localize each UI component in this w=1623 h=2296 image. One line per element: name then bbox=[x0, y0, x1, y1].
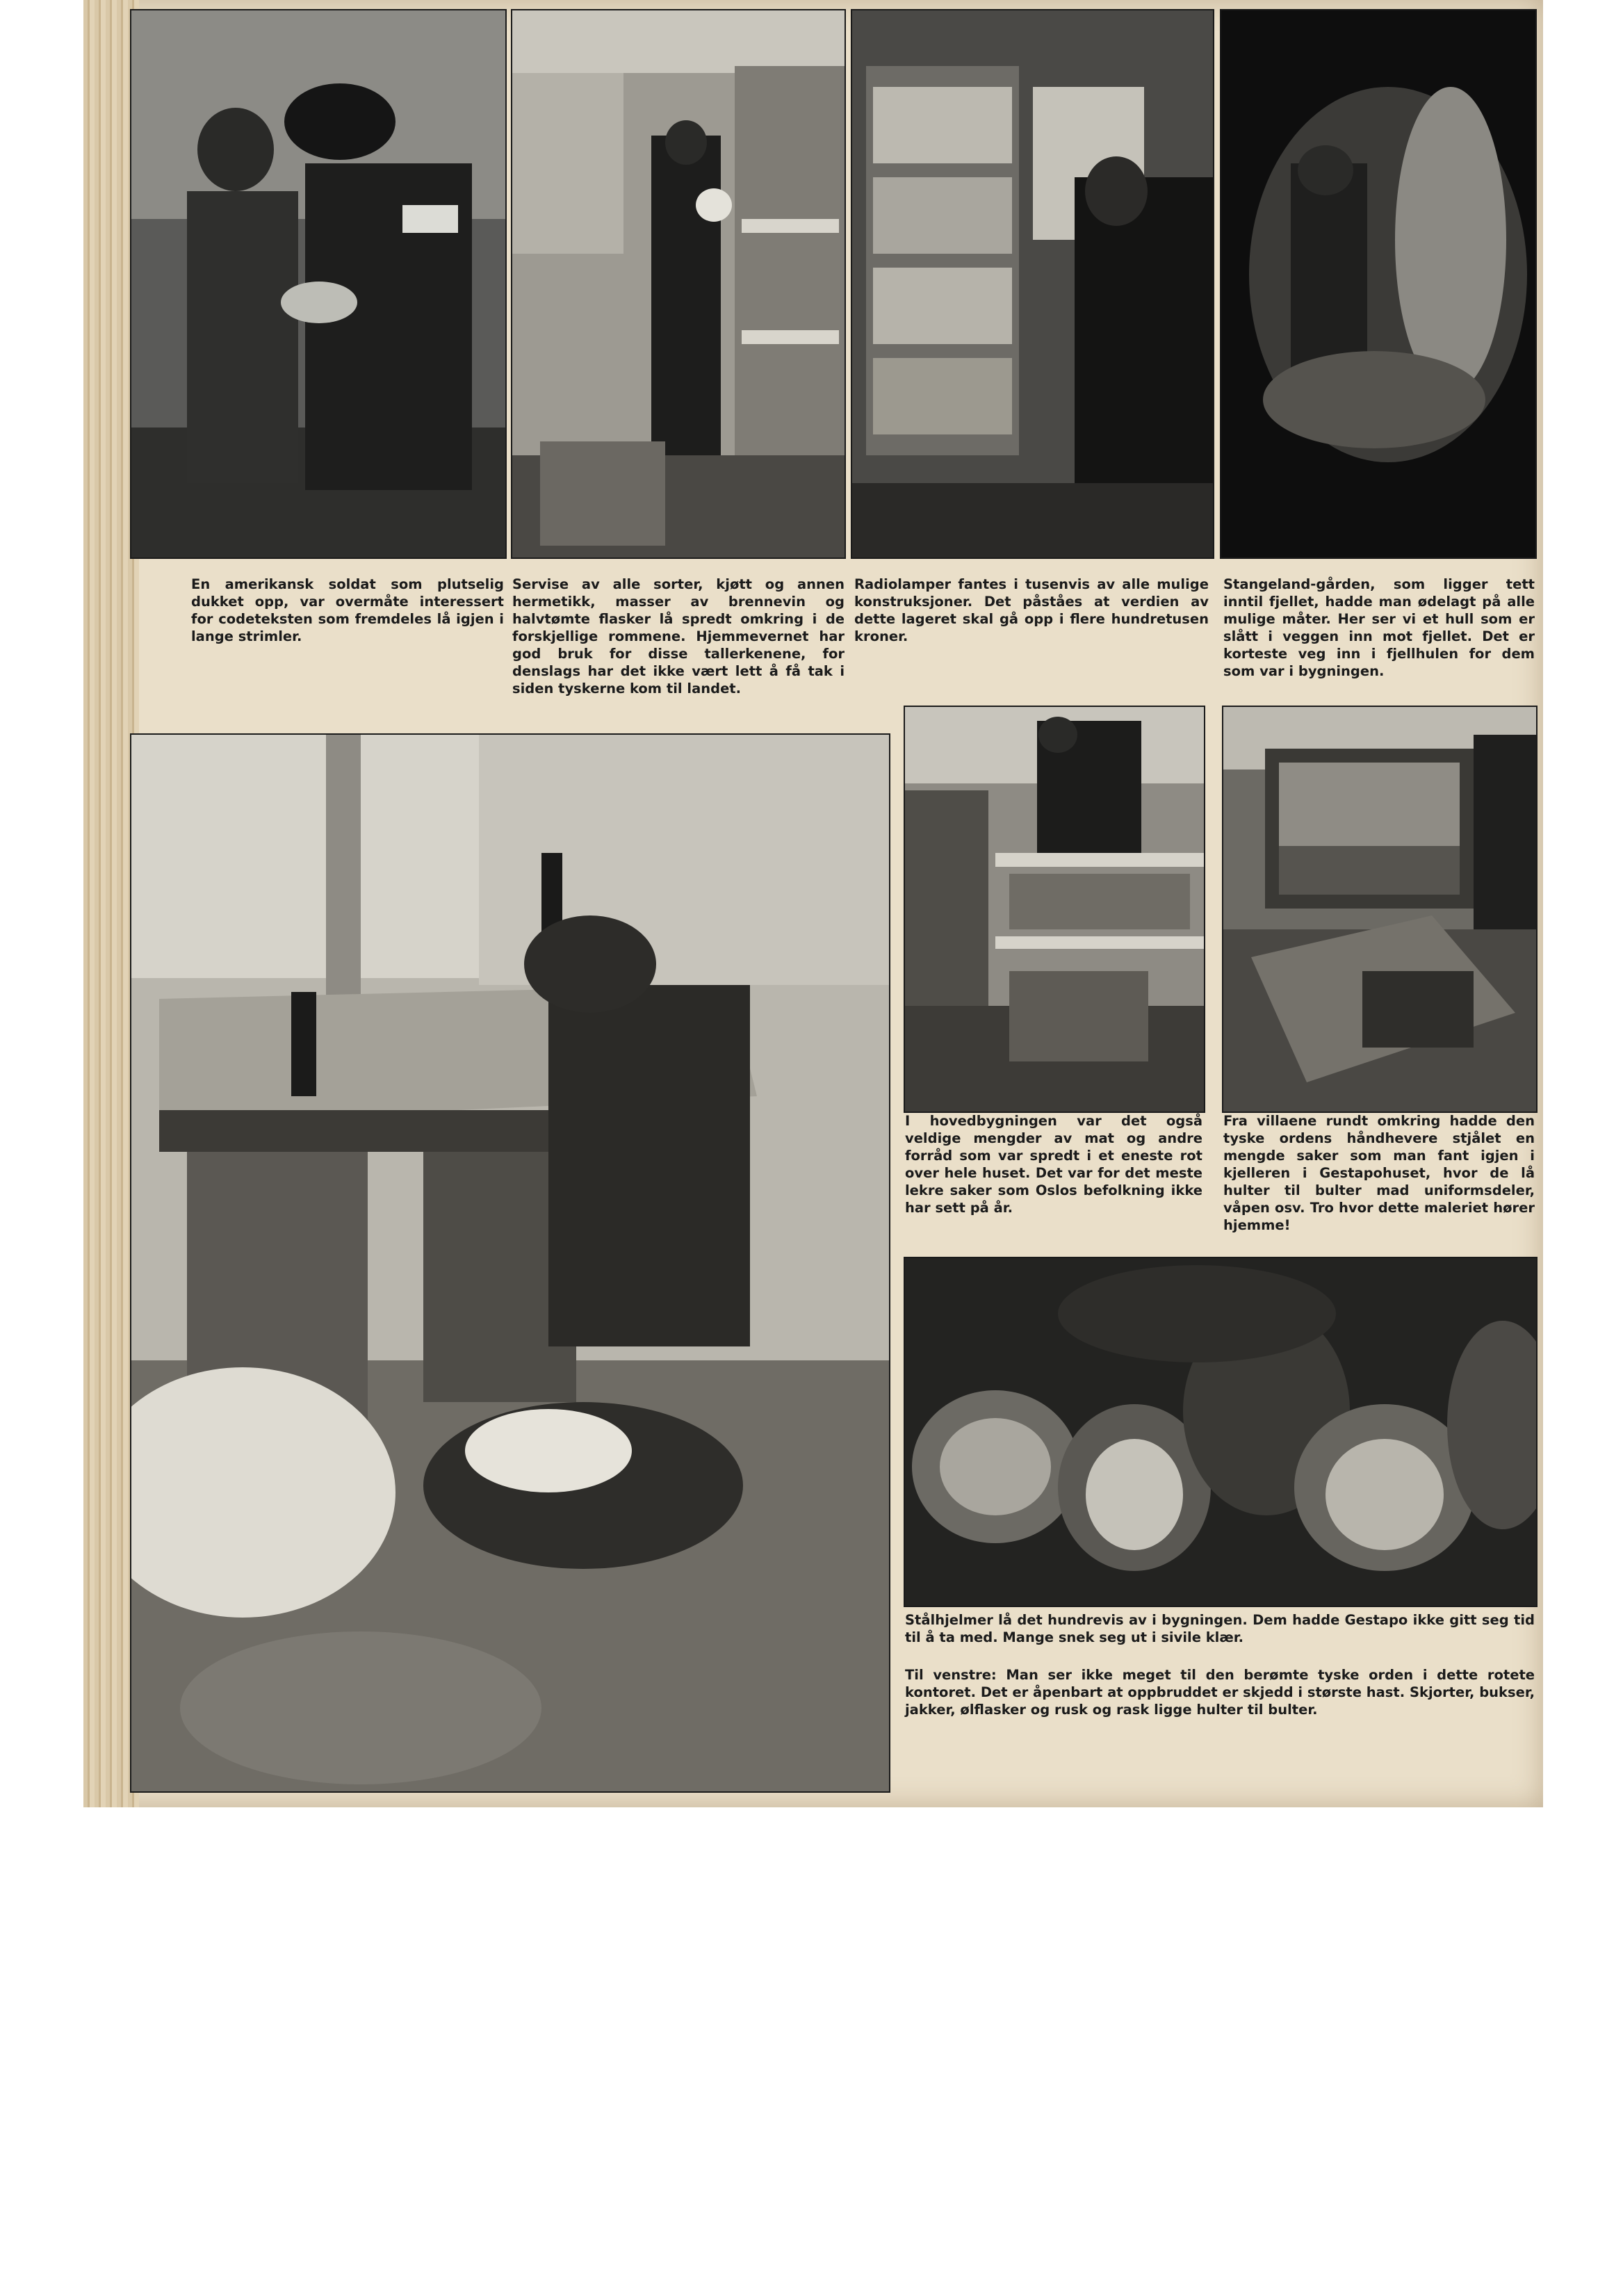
caption-stangeland: Stangeland-gården, som ligger tett inntil fjellet, hadde man ødelagt på alle mulige måter. Her ser vi et hull som er slått i veggen inn mot fjellet. Det er korteste veg inn i fjellhulen for dem som var i bygningen. bbox=[1223, 576, 1535, 679]
photo-steel-helmets bbox=[904, 1257, 1538, 1607]
photo-messy-office bbox=[130, 733, 890, 1793]
photo-american-soldier bbox=[130, 9, 507, 559]
caption-american-soldier: En amerikansk soldat som plutselig dukket opp, var overmåte interessert for codeteksten som fremdeles lå igjen i lange strimler. bbox=[191, 576, 504, 644]
photo-radio-lamps bbox=[851, 9, 1214, 559]
photo-dinnerware bbox=[511, 9, 846, 559]
caption-helmets: Stålhjelmer lå det hundrevis av i bygningen. Dem hadde Gestapo ikke gitt seg tid til å ta med. Mange snek seg ut i sivile klær. bbox=[905, 1612, 1535, 1645]
caption-radio-lamps: Radiolamper fantes i tusenvis av alle mulige konstruksjoner. Det påståes at verdien av dette lageret skal gå opp i flere hundretusen kroner. bbox=[854, 576, 1209, 644]
photo-stangeland-wall bbox=[1220, 9, 1537, 559]
caption-dinnerware: Servise av alle sorter, kjøtt og annen hermetikk, masser av brennevin og halvtømte flasker lå spredt omkring i de forskjellige rommene. Hjemmevernet har god bruk for disse tallerkenene, for denslags har det ikke vært lett å få tak i siden tyskerne kom til landet. bbox=[512, 576, 845, 697]
caption-main-building: I hovedbygningen var det også veldige mengder av mat og andre forråd som var spredt i et eneste rot over hele huset. Det var for det meste lekre saker som Oslos befolkning ikke har sett på år. bbox=[905, 1113, 1202, 1216]
photo-main-building bbox=[904, 706, 1205, 1113]
caption-villas: Fra villaene rundt omkring hadde den tyske ordens håndhevere stjålet en mengde saker som man fant igjen i kjelleren i Gestapohuset, hvor de lå hulter til bulter mad uniformsdeler, våpen osv. Tro hvor dette maleriet hører hjemme! bbox=[1223, 1113, 1535, 1233]
photo-villas-painting bbox=[1222, 706, 1538, 1113]
caption-office: Til venstre: Man ser ikke meget til den berømte tyske orden i dette rotete kontoret. Det er åpenbart at oppbruddet er skjedd i største hast. Skjorter, bukser, jakker, ølflasker og rusk og rask ligge hulter til bulter. bbox=[905, 1667, 1535, 1718]
